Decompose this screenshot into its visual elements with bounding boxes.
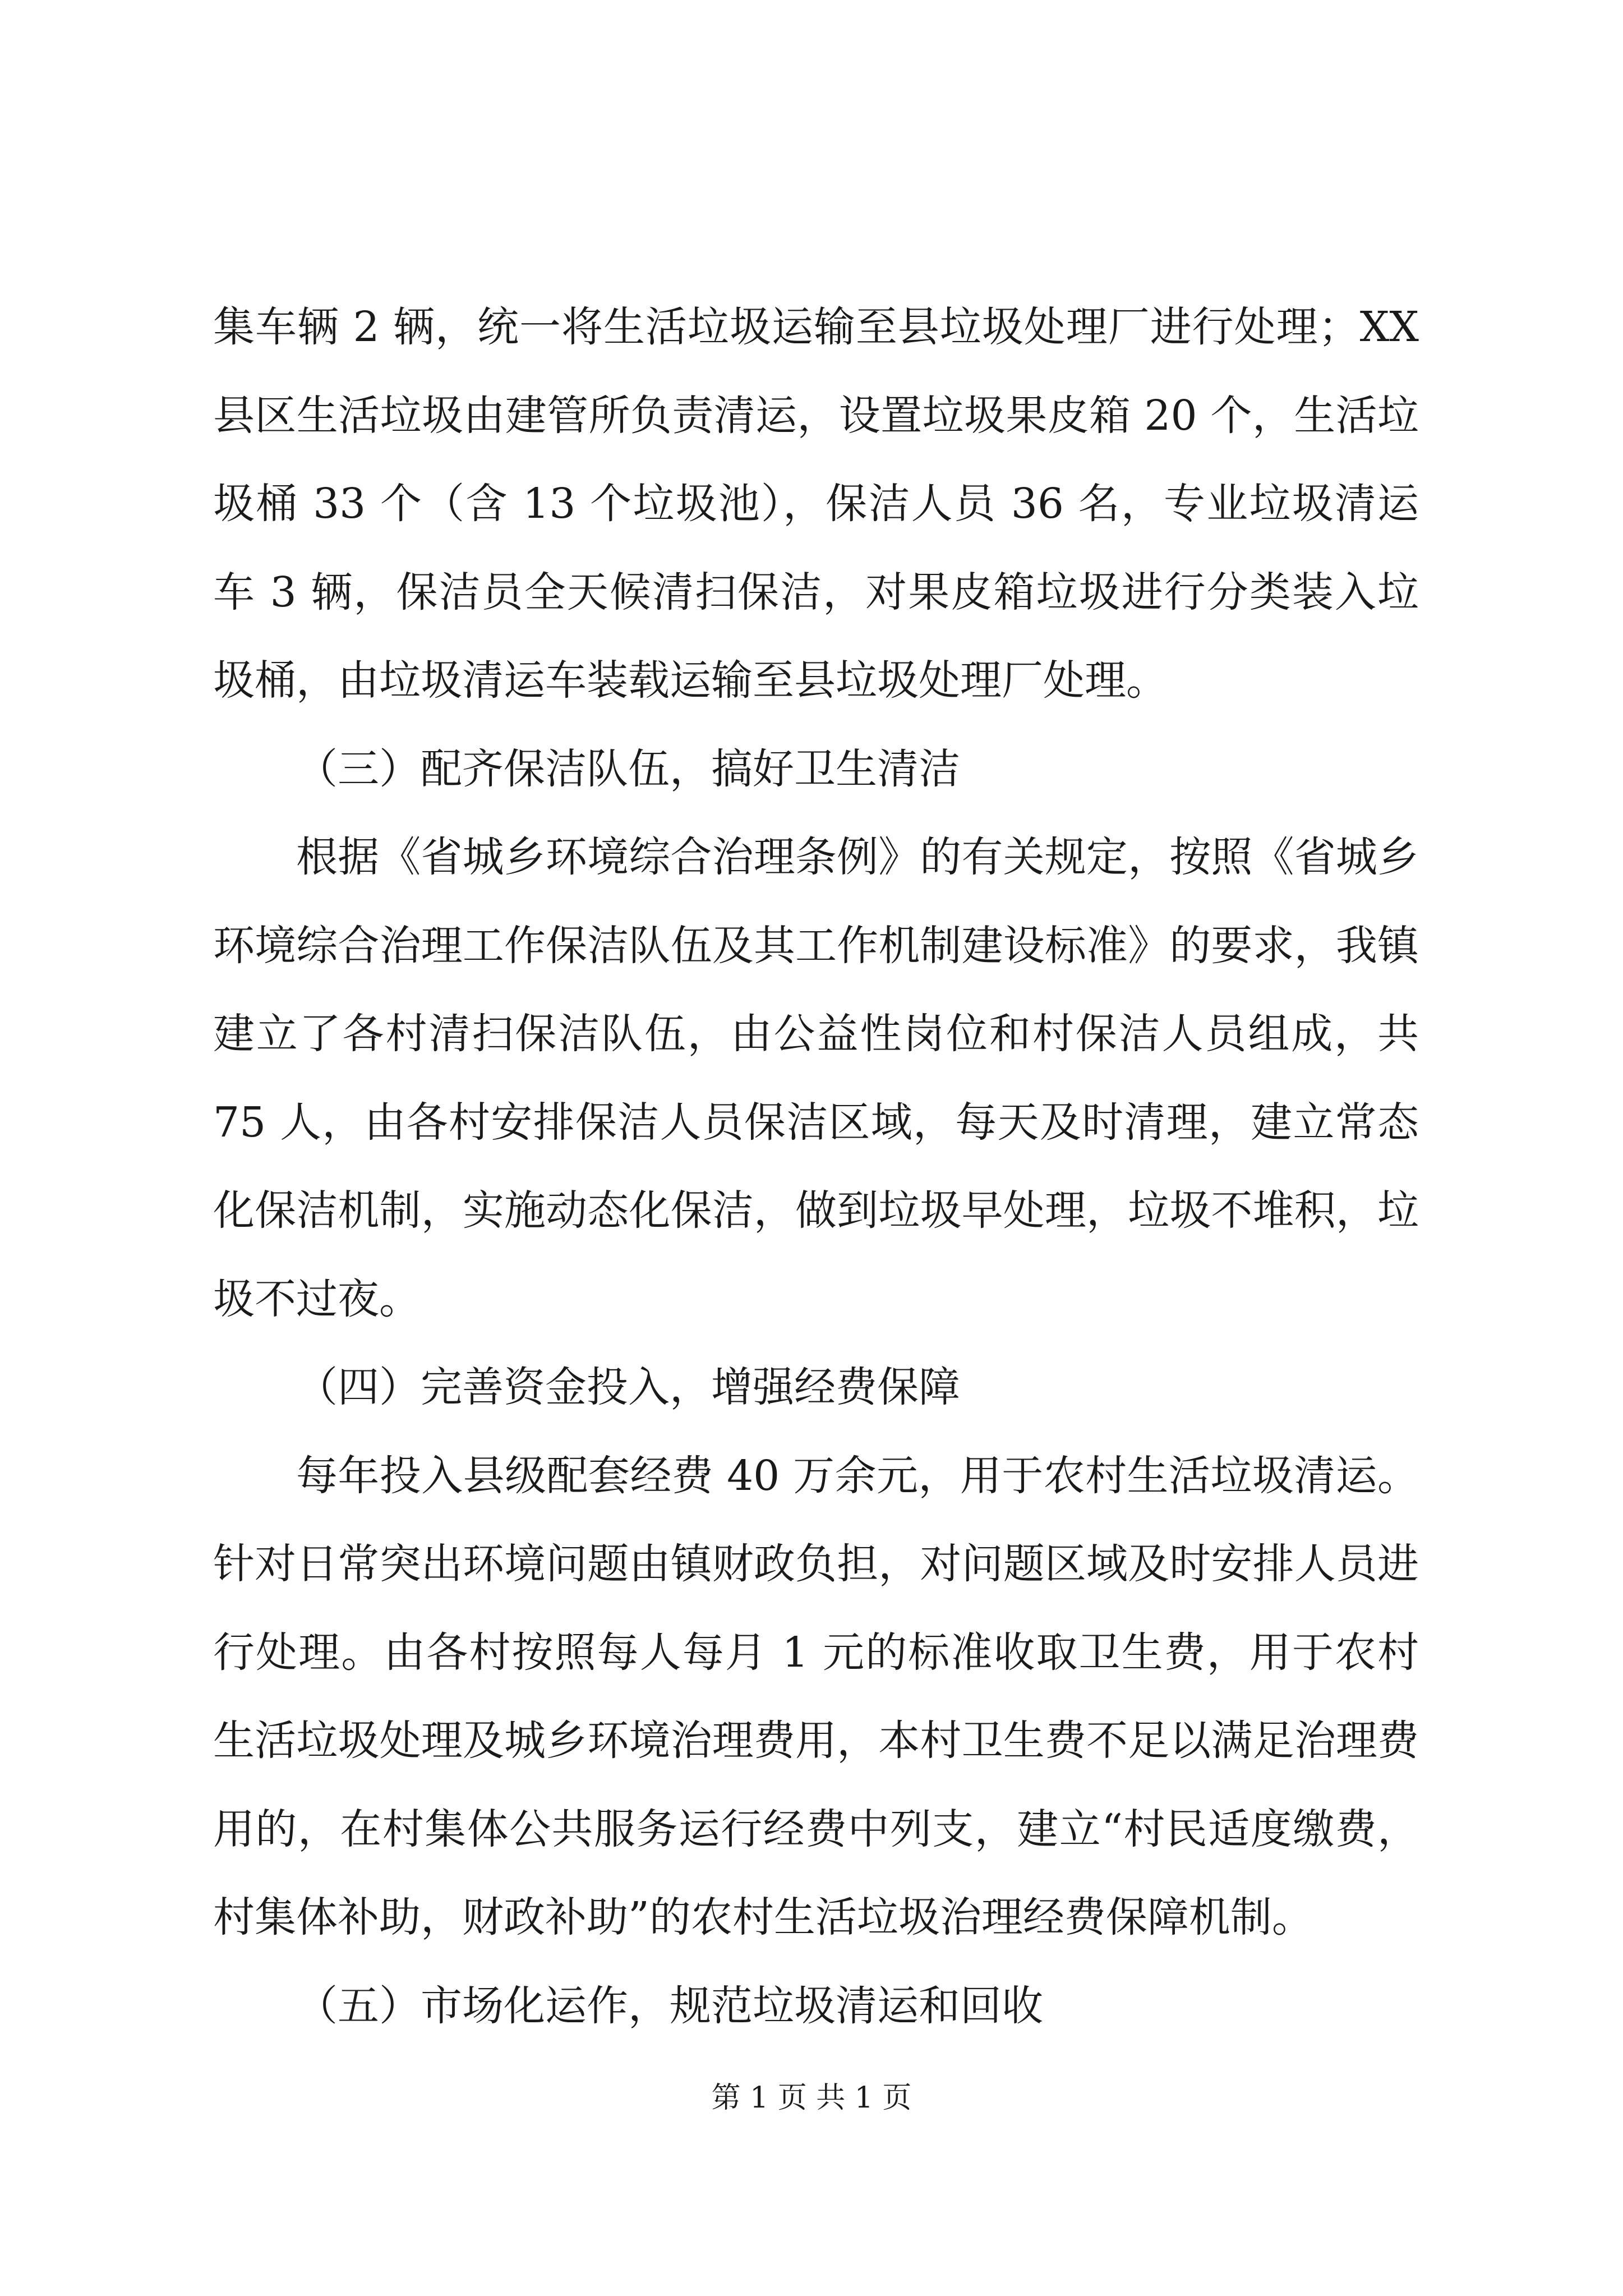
page-footer: 第 1 页 共 1 页	[711, 2081, 912, 2115]
section-heading-4: （四）完善资金投入，增强经费保障	[296, 1363, 960, 1411]
section-heading-5: （五）市场化运作，规范垃圾清运和回收	[296, 1981, 1043, 2030]
section-heading-3: （三）配齐保洁队伍，搞好卫生清洁	[296, 744, 960, 793]
paragraph-cleaning-team: 根据《省城乡环境综合治理条例》的有关规定，按照《省城乡环境综合治理工作保洁队伍及其工作机制建设标准》的要求，我镇建立了各村清扫保洁队伍，由公益性岗位和村保洁人员组成，共 75 人，由各村安排保洁人员保洁区域，每天及时清理，建立常态化保洁机制，实施动态化保洁，做到垃圾早处理，垃圾不堆积，垃圾不过夜。	[213, 833, 1419, 1323]
document-body	[213, 283, 1419, 2050]
paragraph-funding: 每年投入县级配套经费 40 万余元，用于农村生活垃圾清运。针对日常突出环境问题由镇财政负担，对问题区域及时安排人员进行处理。由各村按照每人每月 1 元的标准收取卫生费，用于农村生活垃圾处理及城乡环境治理费用，本村卫生费不足以满足治理费用的，在村集体公共服务运行经费中列支，建立“村民适度缴费，村集体补助，财政补助”的农村生活垃圾治理经费保障机制。	[213, 1451, 1419, 1941]
paragraph-continuation: 集车辆 2 辆，统一将生活垃圾运输至县垃圾处理厂进行处理；XX 县区生活垃圾由建管所负责清运，设置垃圾果皮箱 20 个，生活垃圾桶 33 个（含 13 个垃圾池），保洁人员 36 名，专业垃圾清运车 3 辆，保洁员全天候清扫保洁，对果皮箱垃圾进行分类装入垃圾桶，由垃圾清运车装载运输至县垃圾处理厂处理。	[213, 303, 1419, 705]
